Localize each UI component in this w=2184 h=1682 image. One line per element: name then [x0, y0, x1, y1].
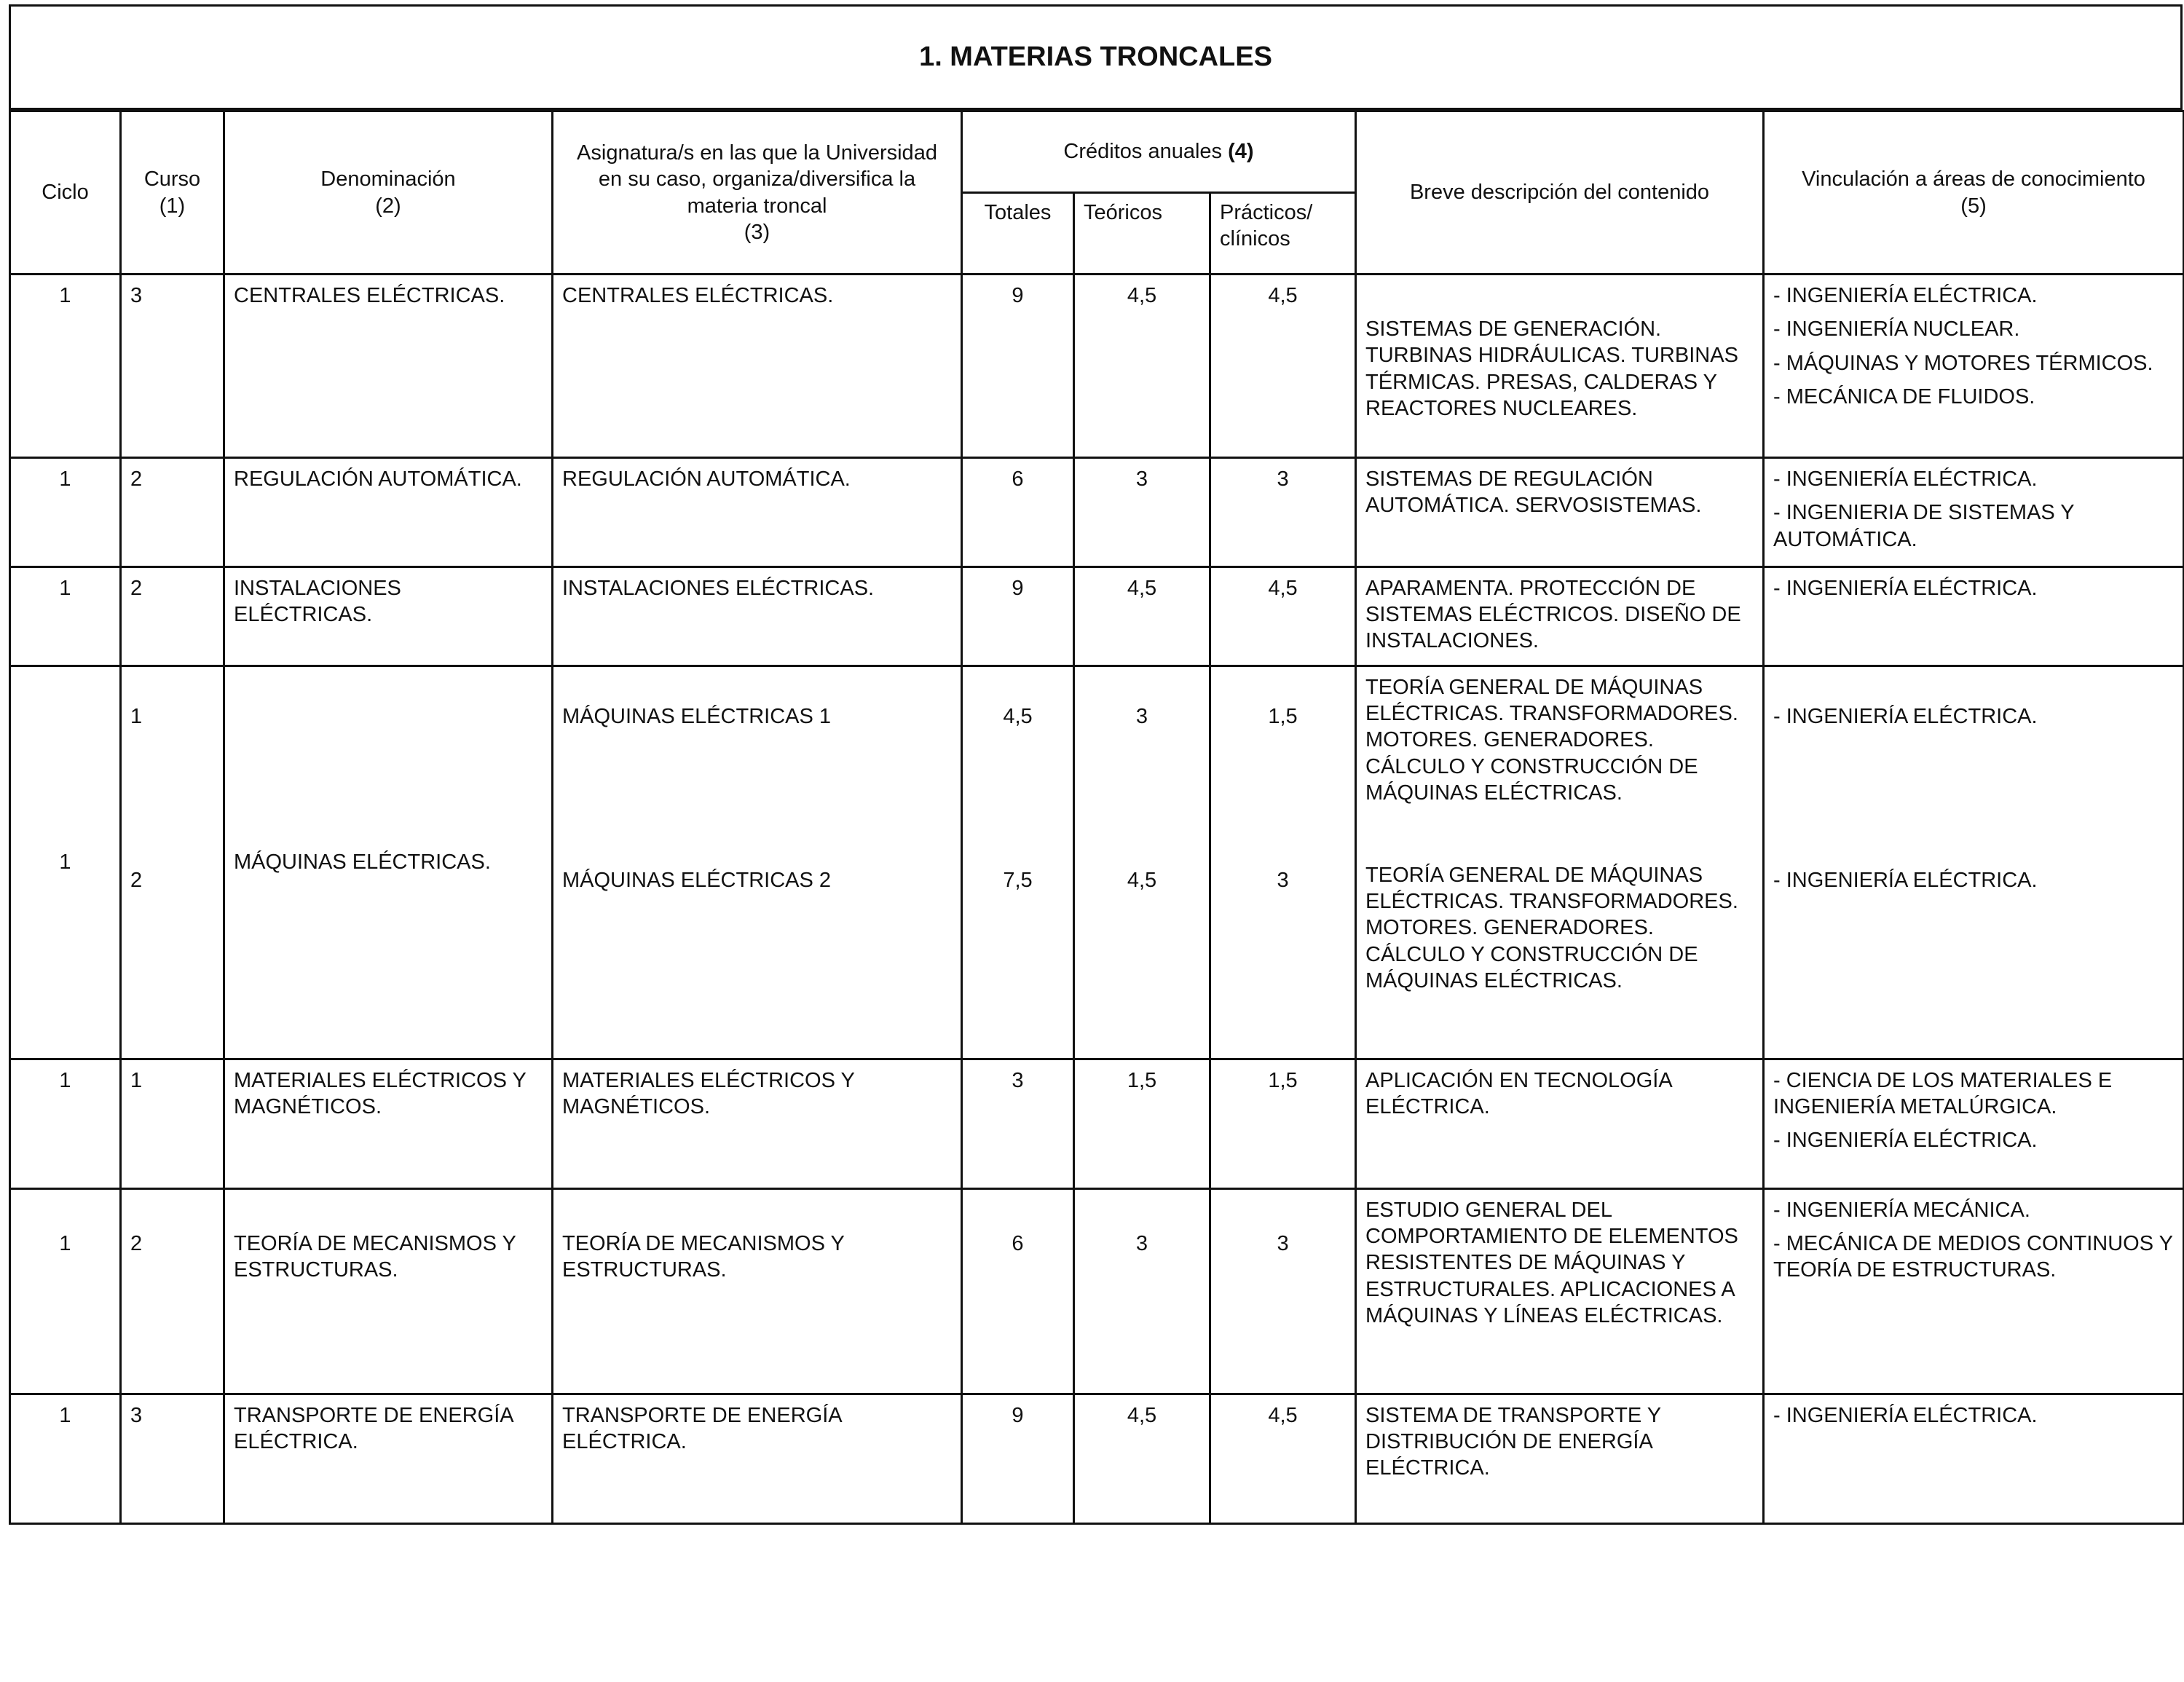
cell-practicos-group	[1210, 666, 1356, 1059]
subject-teoricos: 4,5	[1127, 868, 1157, 892]
header-denominacion: Denominación (2)	[224, 111, 553, 275]
cell-teoricos: 3	[1074, 458, 1210, 567]
cell-asignatura: TEORÍA DE MECANISMOS Y ESTRUCTURAS.	[553, 1188, 962, 1394]
table-row	[10, 1059, 2184, 1188]
subject-teoricos: 3	[1135, 704, 1148, 728]
cell-descripcion: APARAMENTA. PROTECCIÓN DE SISTEMAS ELÉCTRICOS. DISEÑO DE INSTALACIONES.	[1356, 566, 1764, 666]
subject-asignatura: MÁQUINAS ELÉCTRICAS 1	[562, 704, 832, 728]
subject-practicos: 3	[1277, 868, 1289, 892]
cell-ciclo: 1	[10, 1188, 121, 1394]
cell-asignatura: TRANSPORTE DE ENERGÍA ELÉCTRICA.	[553, 1394, 962, 1523]
cell-totales: 9	[962, 275, 1074, 458]
cell-curso: 2	[121, 566, 224, 666]
table-row	[10, 566, 2184, 666]
cell-ciclo: 1	[10, 1394, 121, 1523]
area-item: - INGENIERÍA NUCLEAR.	[1773, 317, 2020, 341]
subject-practicos: 1,5	[1268, 704, 1298, 728]
cell-ciclo: 1	[10, 666, 121, 1059]
cell-descripcion: APLICACIÓN EN TECNOLOGÍA ELÉCTRICA.	[1356, 1059, 1764, 1188]
cell-areas	[1764, 1394, 2184, 1523]
cell-teoricos: 3	[1074, 1188, 1210, 1394]
cell-denominacion: INSTALACIONES ELÉCTRICAS.	[224, 566, 553, 666]
cell-practicos: 1,5	[1210, 1059, 1356, 1188]
header-vinculacion: Vinculación a áreas de conocimiento (5)	[1764, 111, 2184, 275]
area-item: - INGENIERÍA ELÉCTRICA.	[1773, 1129, 2038, 1153]
cell-practicos: 4,5	[1210, 275, 1356, 458]
cell-ciclo: 1	[10, 458, 121, 567]
area-item: - MÁQUINAS Y MOTORES TÉRMICOS.	[1773, 351, 2153, 375]
cell-totales: 6	[962, 1188, 1074, 1394]
cell-denominacion: REGULACIÓN AUTOMÁTICA.	[224, 458, 553, 567]
cell-ciclo: 1	[10, 275, 121, 458]
area-item: - MECÁNICA DE MEDIOS CONTINUOS Y TEORÍA DE ESTRUCTURAS.	[1773, 1232, 2173, 1282]
cell-curso: 1	[121, 1059, 224, 1188]
cell-asignatura: MATERIALES ELÉCTRICOS Y MAGNÉTICOS.	[553, 1059, 962, 1188]
cell-practicos: 3	[1210, 1188, 1356, 1394]
cell-curso: 2	[121, 458, 224, 567]
header-practicos: Prácticos/ clínicos	[1210, 193, 1356, 275]
table-row	[10, 666, 2184, 1059]
table-row	[10, 275, 2184, 458]
area-item: - INGENIERÍA ELÉCTRICA.	[1773, 576, 2038, 600]
cell-curso: 2	[121, 1188, 224, 1394]
cell-curso-group	[121, 666, 224, 1059]
subject-asignatura: MÁQUINAS ELÉCTRICAS 2	[562, 868, 832, 892]
cell-totales-group	[962, 666, 1074, 1059]
cell-practicos: 4,5	[1210, 566, 1356, 666]
materias-table	[9, 110, 2184, 1525]
cell-areas	[1764, 1188, 2184, 1394]
cell-asignatura: INSTALACIONES ELÉCTRICAS.	[553, 566, 962, 666]
cell-descripcion: SISTEMAS DE GENERACIÓN. TURBINAS HIDRÁULICAS. TURBINAS TÉRMICAS. PRESAS, CALDERAS Y REACTORES NUCLEARES.	[1356, 275, 1764, 458]
cell-denominacion: TRANSPORTE DE ENERGÍA ELÉCTRICA.	[224, 1394, 553, 1523]
cell-totales: 6	[962, 458, 1074, 567]
header-asignatura: Asignatura/s en las que la Universidad en su caso, organiza/diversifica la materia troncal (3)	[553, 111, 962, 275]
cell-areas	[1764, 566, 2184, 666]
header-creditos: Créditos anuales (4)	[962, 111, 1356, 193]
subject-totales: 7,5	[1003, 868, 1033, 892]
cell-areas	[1764, 275, 2184, 458]
document-sheet	[9, 4, 2183, 1525]
cell-asignatura: CENTRALES ELÉCTRICAS.	[553, 275, 962, 458]
cell-totales: 9	[962, 1394, 1074, 1523]
subject-area: - INGENIERÍA ELÉCTRICA.	[1773, 868, 2038, 892]
cell-curso: 3	[121, 275, 224, 458]
cell-areas	[1764, 1059, 2184, 1188]
header-ciclo: Ciclo	[10, 111, 121, 275]
cell-denominacion: TEORÍA DE MECANISMOS Y ESTRUCTURAS.	[224, 1188, 553, 1394]
subject-descripcion: TEORÍA GENERAL DE MÁQUINAS ELÉCTRICAS. TRANSFORMADORES. MOTORES. GENERADORES. CÁLCULO Y CONSTRUCCIÓN DE MÁQUINAS ELÉCTRICAS.	[1365, 675, 1738, 805]
area-item: - INGENIERÍA ELÉCTRICA.	[1773, 467, 2038, 491]
cell-teoricos: 4,5	[1074, 275, 1210, 458]
cell-descripcion-group	[1356, 666, 1764, 1059]
header-totales: Totales	[962, 193, 1074, 275]
document-title: 1. MATERIAS TRONCALES	[9, 4, 2183, 110]
table-row	[10, 1188, 2184, 1394]
cell-areas-group	[1764, 666, 2184, 1059]
cell-teoricos: 4,5	[1074, 566, 1210, 666]
header-descripcion: Breve descripción del contenido	[1356, 111, 1764, 275]
table-row	[10, 458, 2184, 567]
subject-area: - INGENIERÍA ELÉCTRICA.	[1773, 704, 2038, 728]
cell-descripcion: SISTEMA DE TRANSPORTE Y DISTRIBUCIÓN DE ENERGÍA ELÉCTRICA.	[1356, 1394, 1764, 1523]
cell-descripcion: SISTEMAS DE REGULACIÓN AUTOMÁTICA. SERVOSISTEMAS.	[1356, 458, 1764, 567]
area-item: - INGENIERÍA ELÉCTRICA.	[1773, 1403, 2038, 1427]
cell-ciclo: 1	[10, 1059, 121, 1188]
cell-asignatura-group	[553, 666, 962, 1059]
area-item: - INGENIERÍA MECÁNICA.	[1773, 1198, 2030, 1222]
cell-ciclo: 1	[10, 566, 121, 666]
cell-practicos: 3	[1210, 458, 1356, 567]
cell-teoricos: 1,5	[1074, 1059, 1210, 1188]
area-item: - INGENIERÍA ELÉCTRICA.	[1773, 284, 2038, 307]
header-curso: Curso (1)	[121, 111, 224, 275]
area-item: - CIENCIA DE LOS MATERIALES E INGENIERÍA METALÚRGICA.	[1773, 1068, 2113, 1118]
subject-curso: 2	[130, 868, 143, 892]
area-item: - INGENIERIA DE SISTEMAS Y AUTOMÁTICA.	[1773, 501, 2075, 551]
cell-denominacion: CENTRALES ELÉCTRICAS.	[224, 275, 553, 458]
subject-curso: 1	[130, 704, 143, 728]
header-teoricos: Teóricos	[1074, 193, 1210, 275]
cell-teoricos-group	[1074, 666, 1210, 1059]
cell-denominacion: MÁQUINAS ELÉCTRICAS.	[224, 666, 553, 1059]
area-item: - MECÁNICA DE FLUIDOS.	[1773, 384, 2035, 408]
table-row	[10, 1394, 2184, 1523]
cell-descripcion: ESTUDIO GENERAL DEL COMPORTAMIENTO DE ELEMENTOS RESISTENTES DE MÁQUINAS Y ESTRUCTURALES. APLICACIONES A MÁQUINAS Y LÍNEAS ELÉCTRICAS.	[1356, 1188, 1764, 1394]
cell-asignatura: REGULACIÓN AUTOMÁTICA.	[553, 458, 962, 567]
cell-totales: 3	[962, 1059, 1074, 1188]
cell-denominacion: MATERIALES ELÉCTRICOS Y MAGNÉTICOS.	[224, 1059, 553, 1188]
cell-teoricos: 4,5	[1074, 1394, 1210, 1523]
cell-totales: 9	[962, 566, 1074, 666]
subject-totales: 4,5	[1003, 704, 1033, 728]
subject-descripcion: TEORÍA GENERAL DE MÁQUINAS ELÉCTRICAS. TRANSFORMADORES. MOTORES. GENERADORES. CÁLCULO Y CONSTRUCCIÓN DE MÁQUINAS ELÉCTRICAS.	[1365, 863, 1738, 992]
cell-areas	[1764, 458, 2184, 567]
cell-practicos: 4,5	[1210, 1394, 1356, 1523]
cell-curso: 3	[121, 1394, 224, 1523]
